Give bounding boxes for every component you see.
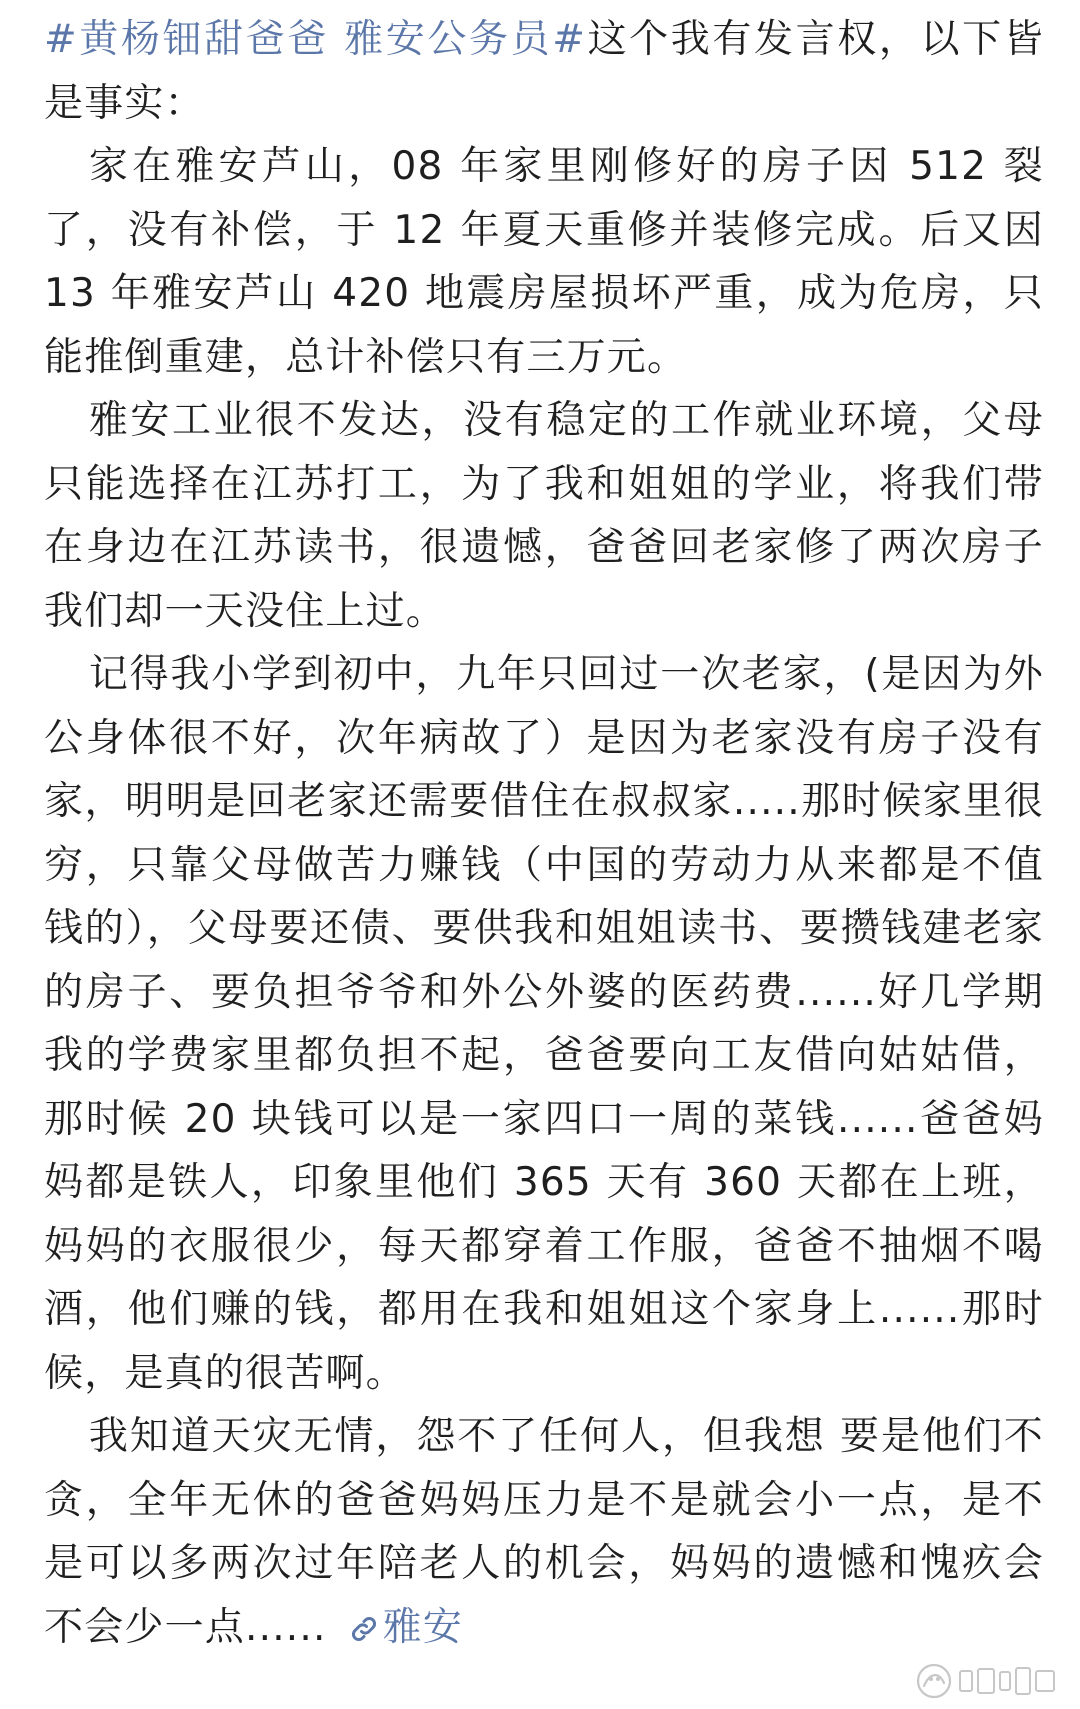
post-body <box>44 8 1044 1659</box>
intro-text: 这个我有发言权，以下皆是事实： <box>44 17 1045 126</box>
paragraph-childhood: 记得我小学到初中，九年只回过一次老家，(是因为外公身体很不好，次年病故了）是因为老家没有房子没有家，明明是回老家还需要借住在叔叔家.....那时候家里很穷，只靠父母做苦力赚钱（中国的劳动力从来都是不值钱的），父母要还债、要供我和姐姐读书、要攒钱建老家的房子、要负担爷爷和外公外婆的医药费......好几学期我的学费家里都负担不起，爸爸要向工友借向姑姑借，那时候 20 块钱可以是一家四口一周的菜钱......爸爸妈妈都是铁人，印象里他们 365 天有 360 天都在上班，妈妈的衣服很少，每天都穿着工作服，爸爸不抽烟不喝酒，他们赚的钱，都用在我和姐姐这个家身上......那时候，是真的很苦啊。 <box>44 652 1044 1396</box>
paragraph-work: 雅安工业很不发达，没有稳定的工作就业环境，父母只能选择在江苏打工，为了我和姐姐的学业，将我们带在身边在江苏读书，很遗憾，爸爸回老家修了两次房子我们却一天没住上过。 <box>44 398 1044 634</box>
link-icon <box>349 1614 379 1644</box>
paragraph-house: 家在雅安芦山，08 年家里刚修好的房子因 512 裂了，没有补偿，于 12 年夏天重修并装修完成。后又因 13 年雅安芦山 420 地震房屋损坏严重，成为危房，只能推倒重建，总计补偿只有三万元。 <box>44 144 1044 380</box>
closing-text: 我知道天灾无情，怨不了任何人，但我想 要是他们不贪，全年无休的爸爸妈妈压力是不是就会小一点，是不是可以多两次过年陪老人的机会，妈妈的遗憾和愧疚会不会少一点...... <box>44 1414 1044 1650</box>
post-intro <box>44 8 1044 135</box>
location-link[interactable] <box>349 1605 463 1650</box>
watermark-logo-icon <box>912 1659 1062 1703</box>
hashtag-link[interactable]: #黄杨钿甜爸爸 雅安公务员# <box>44 17 587 62</box>
location-label: 雅安 <box>382 1604 463 1650</box>
paragraph-closing <box>44 1405 1044 1659</box>
